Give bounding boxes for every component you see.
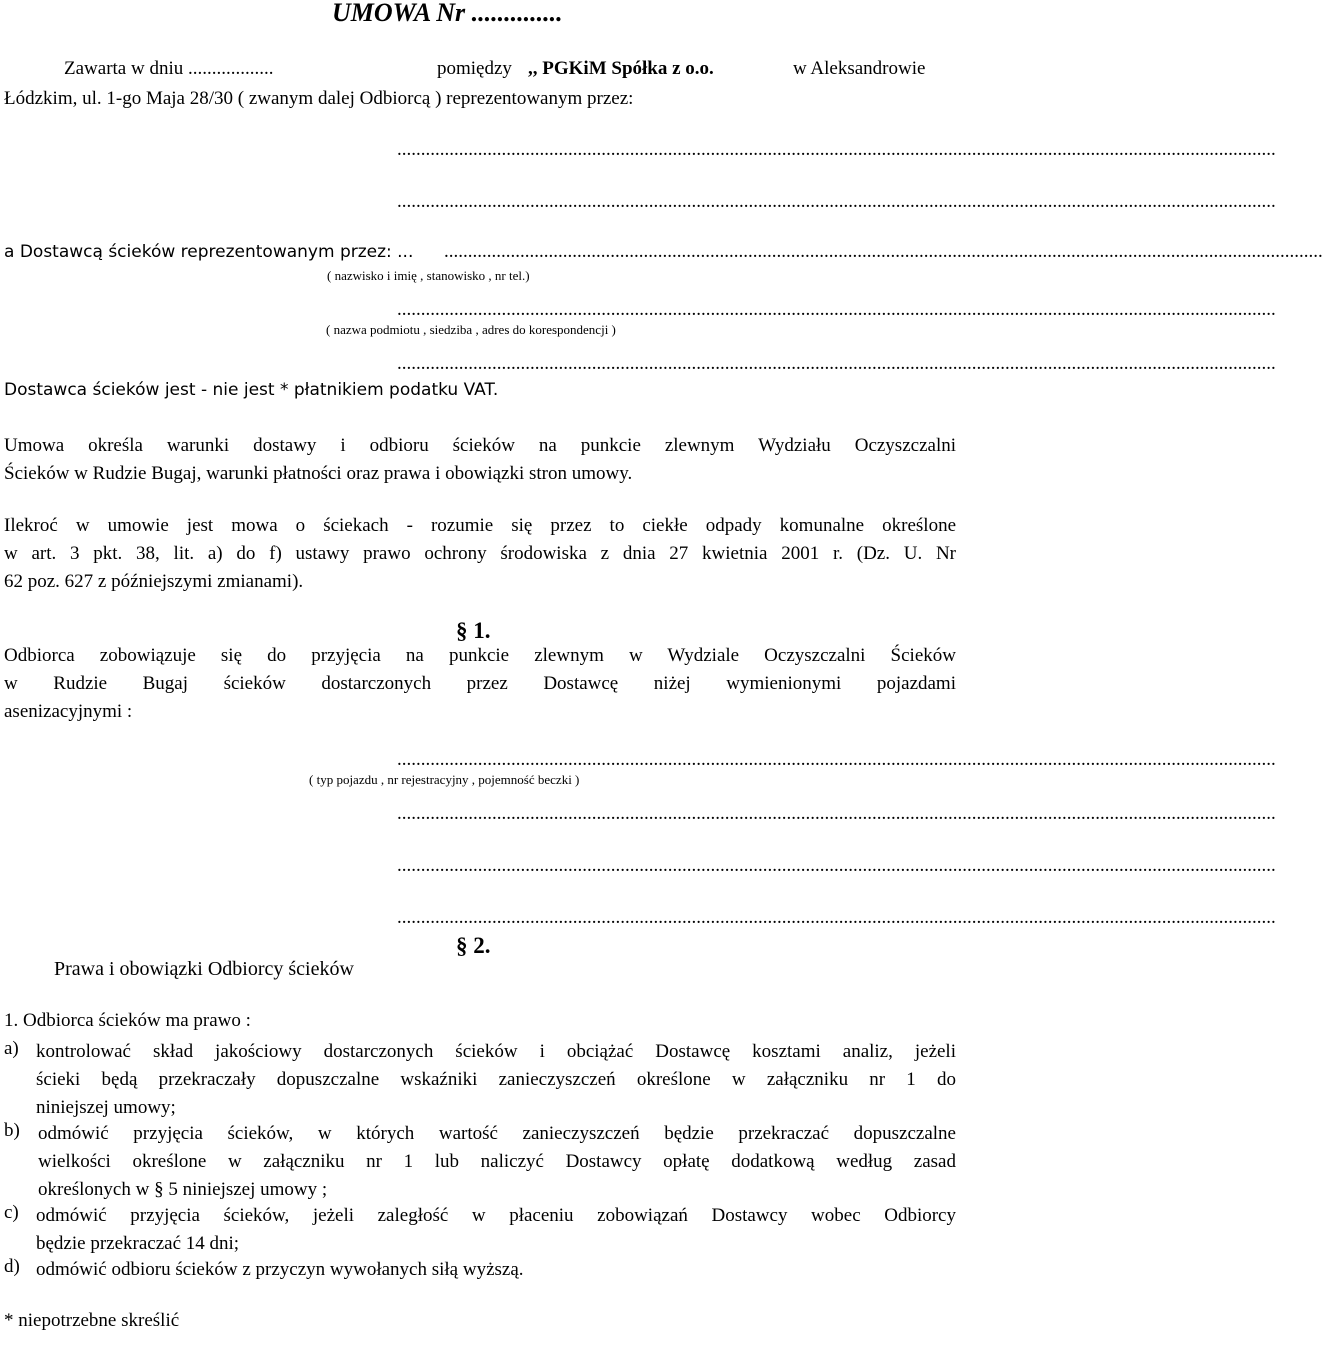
intro-between: pomiędzy <box>437 58 512 79</box>
fill-line-receiver-1[interactable]: ......................................................................................................................................................................................... <box>397 139 1276 160</box>
section-1-heading: § 1. <box>456 618 491 643</box>
fill-line-supplier[interactable]: ......................................................................................................................................................................................... <box>444 241 1323 262</box>
section-1-line-2: w Rudzie Bugaj ścieków dostarczonych przez Dostawcę niżej wymienionymi pojazdami <box>4 673 956 694</box>
fill-line-vehicle-2[interactable]: ......................................................................................................................................................................................... <box>397 803 1276 824</box>
item-d-label: d) <box>4 1256 20 1277</box>
item-a-line-2: ścieki będą przekraczały dopuszczalne wskaźniki zanieczyszczeń określone w załączniku nr 1 do <box>36 1069 956 1090</box>
intro-address: Łódzkim, ul. 1-go Maja 28/30 ( zwanym dalej Odbiorcą ) reprezentowanym przez: <box>4 88 634 109</box>
item-a-line-3: niniejszej umowy; <box>36 1097 176 1118</box>
fill-line-receiver-2[interactable]: ......................................................................................................................................................................................... <box>397 191 1276 212</box>
item-b-line-3: określonych w § 5 niniejszej umowy ; <box>38 1179 328 1200</box>
document-title: UMOWA Nr .............. <box>332 0 563 27</box>
fill-line-entity-1[interactable]: ......................................................................................................................................................................................... <box>397 299 1276 320</box>
item-a-label: a) <box>4 1038 19 1059</box>
intro-location: w Aleksandrowie <box>793 58 926 79</box>
fill-line-vehicle-3[interactable]: ......................................................................................................................................................................................... <box>397 855 1276 876</box>
caption-entity: ( nazwa podmiotu , siedziba , adres do korespondencji ) <box>326 322 616 337</box>
caption-person: ( nazwisko i imię , stanowisko , nr tel.) <box>327 268 530 283</box>
item-a-line-1: kontrolować skład jakościowy dostarczonych ścieków i obciążać Dostawcę kosztami analiz, jeżeli <box>36 1041 956 1062</box>
item-c-label: c) <box>4 1202 19 1223</box>
fill-line-entity-2[interactable]: ......................................................................................................................................................................................... <box>397 353 1276 374</box>
vat-line: Dostawca ścieków jest - nie jest * płatnikiem podatku VAT. <box>4 380 499 400</box>
footnote: * niepotrzebne skreślić <box>4 1310 180 1331</box>
caption-vehicle: ( typ pojazdu , nr rejestracyjny , pojemność beczki ) <box>309 772 580 787</box>
item-c-line-2: będzie przekraczać 14 dni; <box>36 1233 240 1254</box>
section-1-line-3: asenizacyjnymi : <box>4 701 133 722</box>
item-b-line-2: wielkości określone w załączniku nr 1 lub naliczyć Dostawcy opłatę dodatkową według zasad <box>38 1151 956 1172</box>
item-d-line-1: odmówić odbioru ścieków z przyczyn wywołanych siłą wyższą. <box>36 1259 524 1280</box>
section-1-line-1: Odbiorca zobowiązuje się do przyjęcia na punkcie zlewnym w Wydziale Oczyszczalni Ścieków <box>4 645 956 666</box>
item-c-line-1: odmówić przyjęcia ścieków, jeżeli zaległość w płaceniu zobowiązań Dostawcy wobec Odbiorcy <box>36 1205 956 1226</box>
definition-line-3: 62 poz. 627 z późniejszymi zmianami). <box>4 571 304 592</box>
section-2-point-1: 1. Odbiorca ścieków ma prawo : <box>4 1010 251 1031</box>
fill-line-vehicle-1[interactable]: ......................................................................................................................................................................................... <box>397 749 1276 770</box>
intro-company: ,, PGKiM Spółka z o.o. <box>528 58 714 79</box>
purpose-line-1: Umowa określa warunki dostawy i odbioru ścieków na punkcie zlewnym Wydziału Oczyszczalni <box>4 435 956 456</box>
item-b-label: b) <box>4 1120 20 1141</box>
supplier-line: a Dostawcą ścieków reprezentowanym przez: ... <box>4 242 414 262</box>
definition-line-1: Ilekroć w umowie jest mowa o ściekach - rozumie się przez to ciekłe odpady komunalne określone <box>4 515 956 536</box>
section-2-subtitle: Prawa i obowiązki Odbiorcy ścieków <box>54 958 354 980</box>
purpose-line-2: Ścieków w Rudzie Bugaj, warunki płatności oraz prawa i obowiązki stron umowy. <box>4 463 633 484</box>
definition-line-2: w art. 3 pkt. 38, lit. a) do f) ustawy prawo ochrony środowiska z dnia 27 kwietnia 2001 r. (Dz. U. Nr <box>4 543 956 564</box>
fill-line-vehicle-4[interactable]: ......................................................................................................................................................................................... <box>397 907 1276 928</box>
item-b-line-1: odmówić przyjęcia ścieków, w których wartość zanieczyszczeń będzie przekraczać dopuszczalne <box>38 1123 956 1144</box>
section-2-heading: § 2. <box>456 933 491 958</box>
intro-date: Zawarta w dniu .................. <box>64 58 274 79</box>
